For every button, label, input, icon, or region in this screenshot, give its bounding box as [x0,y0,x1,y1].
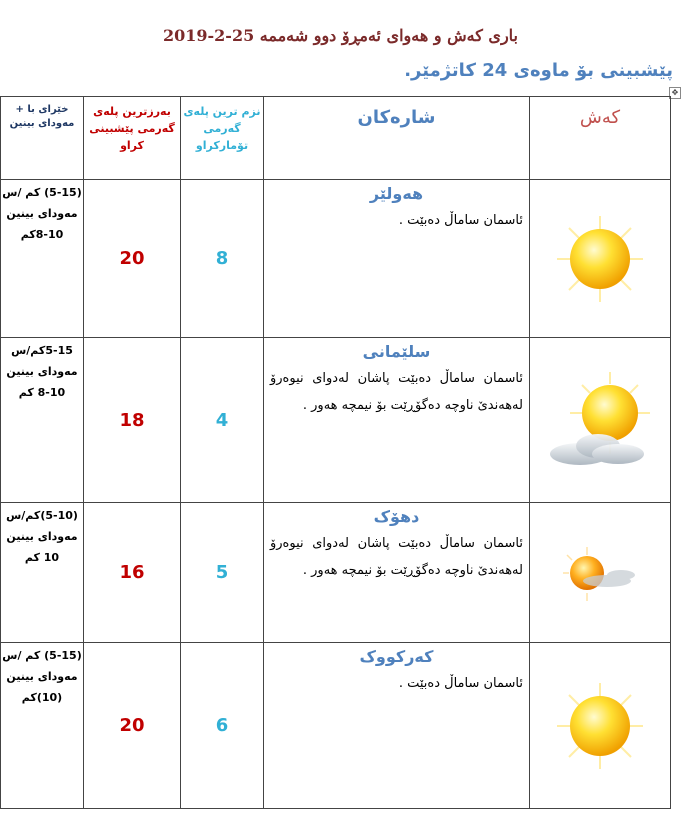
min-temp: 4 [181,338,264,503]
weather-icon-cell [530,180,671,338]
city-cell [264,643,530,809]
wind-cell [1,338,84,503]
sun-icon [555,214,645,304]
forecast-text: ئاسمان ساماڵ دەبێت پاشان لەدوای نیوەرۆ لەهەندێ ناوچە دەگۆڕێت بۆ نیمچە هەور . [270,536,523,578]
visibility-label: مەودای بینین [6,670,78,683]
forecast-text: ئاسمان ساماڵ دەبێت . [398,213,523,228]
page-title: باری کەش و هەوای ئەمڕۆ دوو شەممە 25-2-2019 [162,26,518,45]
table-row [1,503,671,643]
visibility-label: مەودای بینین [6,365,78,378]
forecast-subtitle: پێشبینی بۆ ماوەی 24 کاتژمێر. [404,60,673,81]
wind-cell [1,643,84,809]
visibility-label: مەودای بینین [6,207,78,220]
min-temp: 6 [181,643,264,809]
sun-cloud-icon [540,370,660,470]
table-row [1,180,671,338]
visibility-value: 8-10 كم [18,386,66,399]
table-header-row [1,97,671,180]
wind-speed: (5-15) كم /س [2,649,82,662]
city-cell [264,503,530,643]
header-wind: خێرای با + مەودای بینین [1,97,84,180]
sun-icon [555,681,645,771]
visibility-value: 10 كم [24,551,60,564]
forecast-text: ئاسمان ساماڵ دەبێت پاشان لەدوای نیوەرۆ لەهەندێ ناوچە دەگۆڕێت بۆ نیمچە هەور . [270,371,523,413]
max-temp: 18 [84,338,181,503]
city-name: دهۆک [373,507,420,526]
wind-speed: (5-10)كم/س [6,509,78,522]
sun-haze-icon [555,543,645,603]
forecast-text: ئاسمان ساماڵ دەبێت . [398,676,523,691]
table-move-handle-icon[interactable]: ✥ [669,87,681,99]
header-cities: شارەکان [264,97,530,180]
city-cell [264,338,530,503]
visibility-value: (10)كم [21,691,63,704]
visibility-value: 8-10كم [20,228,64,241]
table-row [1,338,671,503]
weather-icon-cell [530,503,671,643]
table-row [1,643,671,809]
visibility-label: مەودای بینین [6,530,78,543]
header-min-temp: نزم ترین پلەی گەرمی تۆمارکراو [181,97,264,180]
max-temp: 20 [84,180,181,338]
city-name: هەولێر [369,184,424,203]
header-max-temp: بەرزترین پلەی گەرمی پێشبینی کراو [84,97,181,180]
city-name: کەرکووک [359,647,434,666]
wind-cell [1,180,84,338]
wind-speed: (5-15) كم /س [2,186,82,199]
max-temp: 16 [84,503,181,643]
weather-table [0,96,671,809]
city-cell [264,180,530,338]
wind-cell [1,503,84,643]
wind-speed: 5-15كم/س [11,344,73,357]
weather-icon-cell [530,643,671,809]
max-temp: 20 [84,643,181,809]
weather-icon-cell [530,338,671,503]
header-weather: کەش [530,97,671,180]
city-name: سلێمانی [362,342,431,361]
min-temp: 5 [181,503,264,643]
min-temp: 8 [181,180,264,338]
